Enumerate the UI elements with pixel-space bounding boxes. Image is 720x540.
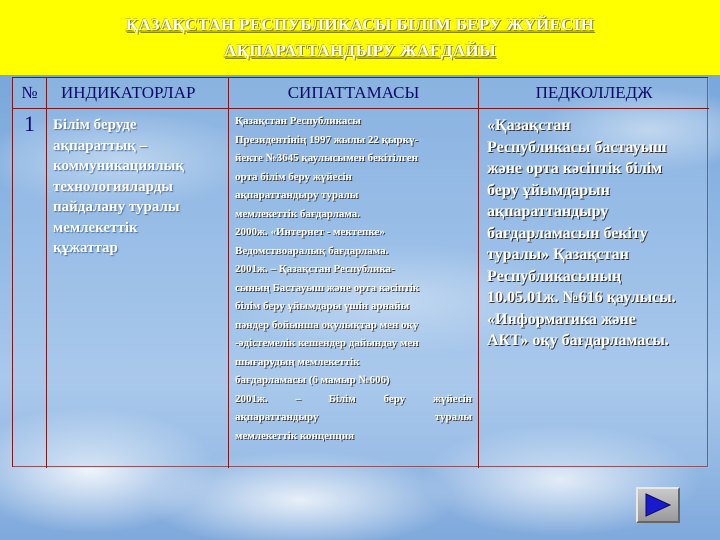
page-title-line-2: АҚПАРАТТАНДЫРУ ЖАҒДАЙЫ <box>224 40 496 60</box>
description-line: пәндер бойынша оқулықтар мен оқу <box>235 318 419 331</box>
college-cell <box>479 109 709 468</box>
description-line: 2001ж. – Қазақстан Республика- <box>235 263 395 275</box>
description-word: жүйесін <box>432 392 472 405</box>
college-line: туралы» Қазақстан <box>487 246 629 263</box>
description-line: ақпараттандыру туралы <box>235 189 359 201</box>
college-line: «Қазақстан <box>487 117 571 134</box>
indicator-cell <box>47 109 229 468</box>
page-title-line-1: ҚАЗАҚСТАН РЕСПУБЛИКАСЫ БІЛІМ БЕРУ ЖҮЙЕСІН <box>125 14 595 34</box>
college-line: «Информатика және <box>487 310 636 328</box>
indicator-line: коммуникациялық <box>53 158 184 174</box>
description-word: ақпараттандыру <box>235 411 319 423</box>
description-word: 2001ж. <box>235 392 268 405</box>
col-header-indicators: ИНДИКАТОРЛАР <box>47 78 229 109</box>
description-line: орта білім беру жүйесін <box>235 170 352 183</box>
next-slide-button[interactable] <box>636 487 680 523</box>
description-line: йекте №3645 қаулысымен бекітілген <box>235 152 418 164</box>
description-line: Президентінің 1997 жылы 22 қыркү- <box>235 133 419 146</box>
description-line-justified <box>235 390 472 409</box>
row-number: 1 <box>13 109 47 468</box>
college-line: 10.05.01ж. №616 қаулысы. <box>487 289 676 306</box>
description-line: сының Бастауыш және орта кәсіптік <box>235 281 420 294</box>
indicator-line: технологияларды <box>53 178 174 195</box>
description-line-justified <box>235 408 472 427</box>
description-word: – <box>295 392 301 405</box>
indicator-line: құжаттар <box>53 240 118 256</box>
description-word: беру <box>383 392 406 405</box>
description-line: мемлекеттік бағдарлама. <box>235 207 361 220</box>
description-line: Қазақстан Республикасы <box>235 115 361 127</box>
description-line: Ведомствоаралық бағдарлама. <box>235 244 389 257</box>
description-line: шығарудың мемлекеттік <box>235 355 360 368</box>
description-line: мемлекеттік концепция <box>235 429 355 442</box>
college-line: бағдарламасын бекіту <box>487 224 648 242</box>
play-triangle-icon <box>643 492 673 518</box>
description-line: 2000ж. «Интернет - мектепке» <box>235 226 385 238</box>
college-line: Республикасы бастауыш <box>487 138 667 156</box>
col-header-number: № <box>13 78 47 109</box>
indicator-line: мемлекеттік <box>53 219 138 236</box>
description-word: туралы <box>434 411 472 423</box>
college-line: және орта кәсіптік білім <box>487 160 663 177</box>
indicator-line: пайдалану туралы <box>53 199 180 215</box>
description-cell <box>229 109 479 468</box>
description-line: -әдістемелік кешендер дайындау мен <box>235 337 419 349</box>
description-line: бағдарламасы (6 мамыр №606) <box>235 374 390 386</box>
indicator-line: ақпараттық – <box>53 137 148 154</box>
college-line: беру ұйымдарын <box>487 181 610 199</box>
college-line: Республикасының <box>487 267 622 285</box>
description-word: Білім <box>328 392 356 405</box>
indicator-line: Білім беруде <box>53 117 137 133</box>
college-line: ақпараттандыру <box>487 203 609 220</box>
info-table <box>12 77 708 467</box>
title-banner <box>0 0 720 75</box>
col-header-description: СИПАТТАМАСЫ <box>229 78 479 109</box>
description-line: білім беру ұйымдары үшін арнайы <box>235 300 410 312</box>
college-line: АКТ» оқу бағдарламасы. <box>487 332 669 349</box>
col-header-college: ПЕДКОЛЛЕДЖ <box>479 78 709 109</box>
